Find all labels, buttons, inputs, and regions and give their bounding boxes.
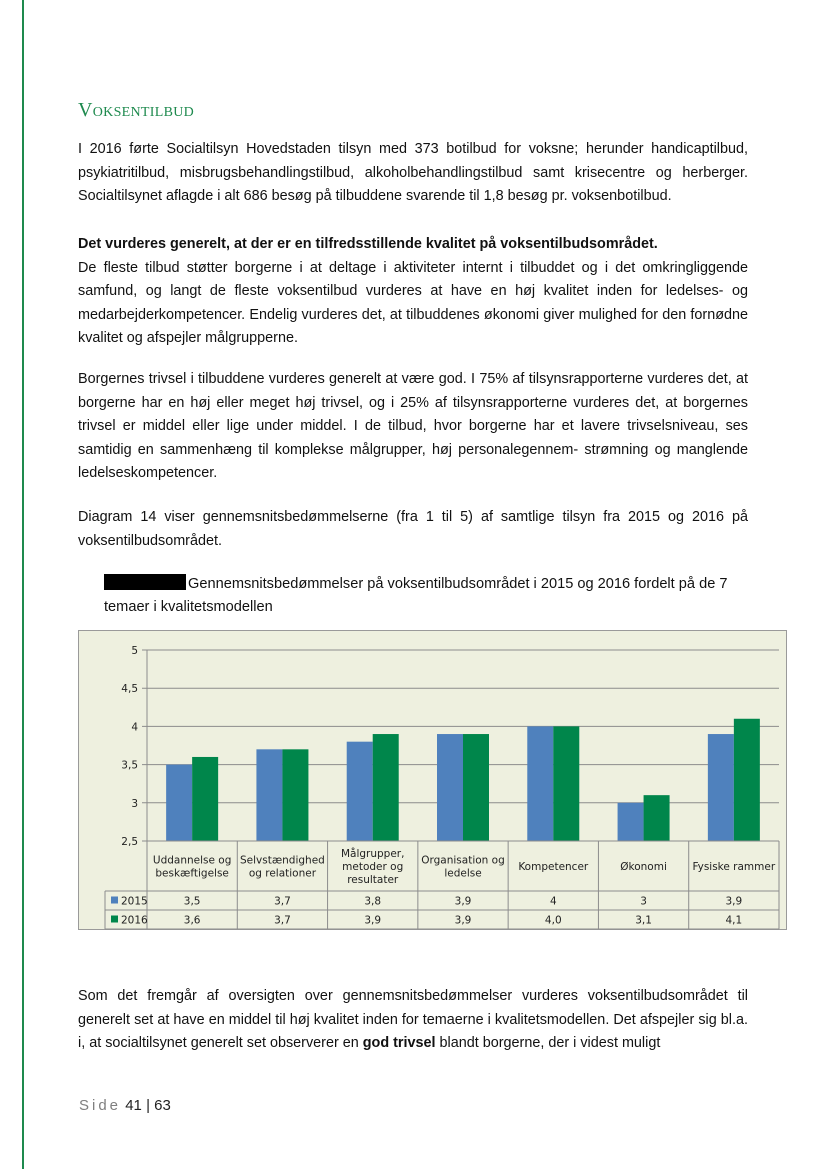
page-margin-rule [22, 0, 24, 1169]
bar-2016 [373, 734, 399, 841]
bar-2016 [463, 734, 489, 841]
footer-page-current: 41 [125, 1097, 142, 1114]
section-heading: Voksentilbud [78, 99, 195, 121]
chart-caption [104, 573, 756, 619]
y-tick-label: 3 [131, 797, 138, 810]
bar-2015 [527, 726, 553, 841]
data-table-value: 3,8 [364, 895, 382, 908]
redaction-bar [104, 574, 186, 590]
data-table-value: 3,9 [725, 895, 743, 908]
x-category-label: og relationer [248, 867, 317, 880]
data-table-value: 4,1 [725, 914, 743, 927]
y-tick-label: 2,5 [121, 836, 138, 848]
data-table-value: 3 [640, 895, 647, 908]
y-tick-label: 3,5 [121, 759, 138, 772]
paragraph-intro: I 2016 førte Socialtilsyn Hovedstaden tilsyn med 373 botilbud for voksne; herunder handicaptilbud, psykiatritilbud, misbrugsbehandlingstilbud, alkoholbehandlingstilbud samt krisecentre og herberger. Socialtilsynet aflagde i alt 686 besøg på tilbuddene svarende til 1,8 besøg pr. voksenbotilbud. [78, 141, 748, 205]
chart-container [78, 630, 787, 930]
x-category-label: Kompetencer [518, 861, 589, 873]
paragraph-wellbeing: Borgernes trivsel i tilbuddene vurderes generelt at være god. I 75% af tilsynsrapporterne vurderes det, at borgerne har en høj eller meget høj trivsel, og i 25% af tilsynsrapporterne vurderes det, at borgernes trivsel er middel eller lige under middel. I de tilbud, hvor borgerne har et lavere trivselsniveau, ses samtidig en sammenhæng til komplekse målgrupper, høj personalegennem- strømning og manglende ledelseskompetencer. [78, 371, 748, 482]
bar-2016 [644, 795, 670, 841]
data-table-value: 3,9 [364, 914, 382, 927]
y-tick-label: 4 [131, 721, 138, 734]
data-table-value: 4 [549, 895, 557, 908]
data-table-value: 3,5 [183, 895, 201, 908]
bar-2016 [282, 749, 308, 841]
bar-2015 [708, 734, 734, 841]
bar-2015 [166, 765, 192, 841]
x-category-label: Selvstændighed [240, 854, 325, 867]
bar-2016 [734, 719, 760, 841]
data-table-value: 3,9 [454, 914, 472, 927]
data-table-value: 4,0 [544, 914, 562, 927]
paragraph-assessment-body: De fleste tilbud støtter borgerne i at deltage i aktiviteter internt i tilbuddet og i det omkringliggende samfund, og langt de fleste voksentilbud vurderes at have en høj kvalitet inden for ledelses- og medarbejderkompetencer. Endelig vurderes det, at tilbuddenes økonomi giver mulighed for den fornødne kvalitet og afspejler målgrupperne. [78, 259, 748, 347]
legend-label: 2016 [121, 914, 148, 927]
bar-2015 [256, 749, 282, 841]
x-category-label: Målgrupper, [340, 848, 405, 860]
data-table-value: 3,6 [183, 914, 201, 927]
footer-separator: | [146, 1097, 150, 1114]
y-tick-label: 4,5 [121, 683, 138, 696]
paragraph-conclusion-b: blandt borgerne, der i videst muligt [439, 1035, 661, 1052]
footer-side-label: Side [79, 1097, 122, 1114]
bar-2016 [192, 757, 218, 841]
paragraph-assessment-lead: Det vurderes generelt, at der er en tilfredsstillende kvalitet på voksentilbudsområdet. [78, 236, 658, 252]
legend-swatch-2015 [111, 897, 118, 904]
x-category-label: ledelse [444, 867, 482, 880]
footer-page-total: 63 [154, 1097, 171, 1114]
x-category-label: Uddannelse og [152, 854, 232, 867]
legend-label: 2015 [121, 895, 148, 908]
bar-chart [79, 631, 788, 931]
data-table-value: 3,9 [454, 895, 472, 908]
paragraph-conclusion [78, 985, 748, 1056]
data-table-value: 3,1 [635, 914, 652, 927]
x-category-label: metoder og [342, 861, 404, 873]
x-category-label: Organisation og [421, 854, 505, 867]
paragraph-conclusion-bold: god trivsel [362, 1035, 436, 1052]
bar-2015 [347, 742, 373, 841]
x-category-label: resultater [347, 874, 399, 886]
paragraph-diagram-intro: Diagram 14 viser gennemsnitsbedømmelserne (fra 1 til 5) af samtlige tilsyn fra 2015 og 2016 på voksentilbudsområdet. [78, 509, 748, 549]
y-tick-label: 5 [131, 645, 138, 657]
x-category-label: Fysiske rammer [692, 861, 776, 873]
data-table-value: 3,7 [274, 895, 291, 908]
bar-2016 [553, 726, 579, 841]
bar-2015 [618, 803, 644, 841]
bar-2015 [437, 734, 463, 841]
data-table-value: 3,7 [274, 914, 291, 927]
chart-caption-text: Gennemsnitsbedømmelser på voksentilbudsområdet i 2015 og 2016 fordelt på de 7 temaer i kvalitetsmodellen [104, 576, 728, 615]
page-footer [79, 1097, 171, 1114]
legend-swatch-2016 [111, 916, 118, 923]
paragraph-assessment [78, 233, 748, 351]
x-category-label: Økonomi [620, 861, 667, 873]
paragraph-conclusion-a: Som det fremgår af oversigten over gennemsnitsbedømmelser vurderes voksentilbudsområdet til generelt set at have en middel til høj kvalitet inden for temaerne i kvalitetsmodellen. Det afspejler sig bl.a. i, at socialtilsynet generelt set observerer en [78, 988, 748, 1052]
x-category-label: beskæftigelse [155, 867, 229, 880]
